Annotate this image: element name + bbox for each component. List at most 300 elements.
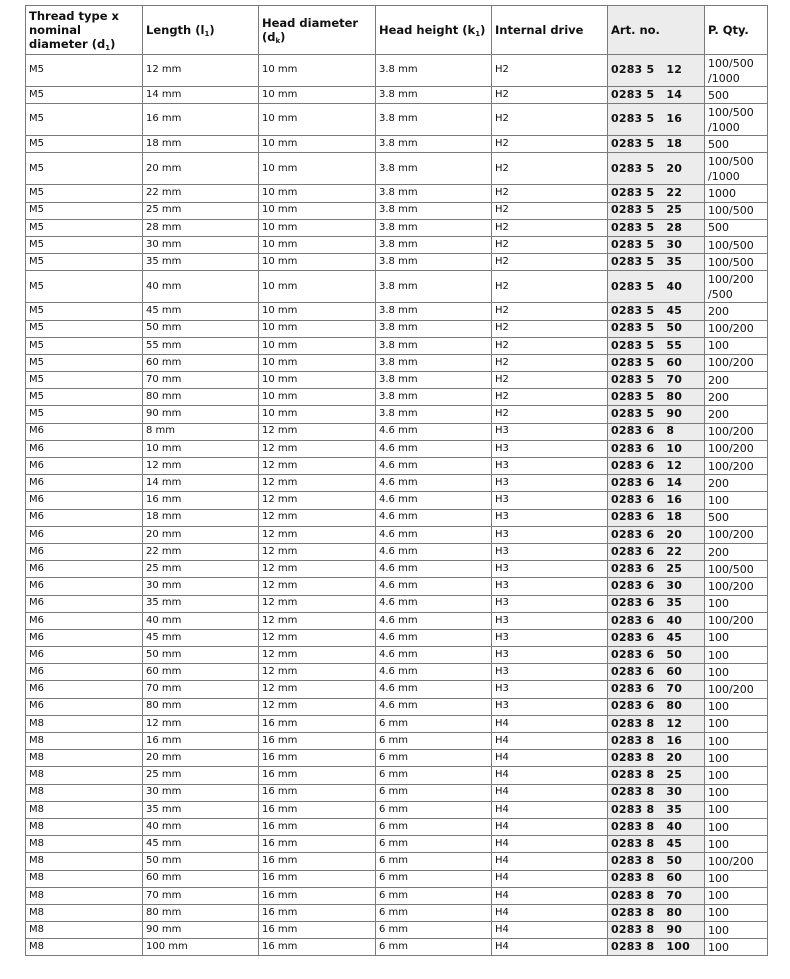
cell-art-no: 0283 8 100 [608,939,705,956]
cell-art-no: 0283 5 90 [608,406,705,423]
cell-pack-qty: 100 [705,698,768,715]
cell-art-no: 0283 6 12 [608,458,705,475]
cell-thread: M5 [26,55,143,87]
cell-drive: H3 [492,595,608,612]
cell-head-diameter: 12 mm [259,423,376,440]
cell-head-diameter: 16 mm [259,922,376,939]
cell-thread: M8 [26,939,143,956]
cell-pack-qty: 200 [705,475,768,492]
cell-thread: M5 [26,406,143,423]
cell-pack-qty: 500 [705,219,768,236]
cell-drive: H4 [492,853,608,870]
cell-length: 45 mm [143,629,259,646]
cell-length: 10 mm [143,440,259,457]
cell-drive: H4 [492,750,608,767]
cell-length: 100 mm [143,939,259,956]
cell-drive: H2 [492,271,608,303]
cell-pack-qty: 100/200 [705,681,768,698]
cell-art-no: 0283 6 45 [608,629,705,646]
cell-pack-qty: 100 [705,492,768,509]
cell-head-diameter: 10 mm [259,104,376,136]
cell-drive: H3 [492,423,608,440]
header-label: Head diameter (d [262,16,359,44]
cell-head-diameter: 16 mm [259,939,376,956]
cell-pack-qty: 100 [705,337,768,354]
cell-pack-qty: 100/200 [705,526,768,543]
cell-thread: M5 [26,303,143,320]
cell-thread: M6 [26,698,143,715]
cell-head-diameter: 12 mm [259,526,376,543]
cell-art-no: 0283 6 8 [608,423,705,440]
cell-thread: M6 [26,509,143,526]
cell-length: 70 mm [143,887,259,904]
header-label: P. Qty. [708,23,749,37]
cell-length: 12 mm [143,458,259,475]
cell-length: 30 mm [143,236,259,253]
cell-thread: M5 [26,153,143,185]
table-row [26,767,768,784]
table-row [26,595,768,612]
cell-pack-qty: 100/200 [705,612,768,629]
cell-length: 8 mm [143,423,259,440]
cell-drive: H2 [492,320,608,337]
header-suffix: ) [480,23,486,37]
cell-drive: H4 [492,870,608,887]
cell-thread: M8 [26,818,143,835]
header-label: Thread type x nominal diameter (d [29,9,119,51]
cell-head-height: 6 mm [376,750,492,767]
cell-head-height: 3.8 mm [376,320,492,337]
cell-thread: M8 [26,870,143,887]
cell-length: 30 mm [143,578,259,595]
cell-head-diameter: 12 mm [259,578,376,595]
cell-length: 90 mm [143,922,259,939]
table-row [26,185,768,202]
cell-drive: H2 [492,303,608,320]
table-row [26,87,768,104]
table-row [26,664,768,681]
cell-thread: M8 [26,750,143,767]
cell-length: 50 mm [143,853,259,870]
cell-pack-qty: 100 [705,647,768,664]
cell-head-diameter: 16 mm [259,887,376,904]
cell-head-diameter: 16 mm [259,750,376,767]
cell-pack-qty: 100/500 [705,236,768,253]
cell-thread: M5 [26,202,143,219]
cell-head-diameter: 16 mm [259,870,376,887]
table-row [26,612,768,629]
cell-thread: M6 [26,681,143,698]
cell-drive: H2 [492,104,608,136]
cell-head-height: 6 mm [376,715,492,732]
cell-thread: M6 [26,458,143,475]
cell-thread: M6 [26,440,143,457]
table-row [26,458,768,475]
table-row [26,647,768,664]
table-row [26,939,768,956]
cell-art-no: 0283 6 50 [608,647,705,664]
cell-pack-qty: 500 [705,509,768,526]
cell-pack-qty: 100 [705,818,768,835]
cell-pack-qty: 100/500 [705,254,768,271]
cell-head-diameter: 12 mm [259,681,376,698]
cell-drive: H2 [492,389,608,406]
cell-drive: H4 [492,784,608,801]
cell-pack-qty: 100 [705,801,768,818]
cell-head-height: 4.6 mm [376,475,492,492]
cell-head-diameter: 10 mm [259,136,376,153]
table-row [26,236,768,253]
cell-thread: M5 [26,320,143,337]
cell-thread: M6 [26,612,143,629]
cell-thread: M8 [26,887,143,904]
cell-head-diameter: 12 mm [259,475,376,492]
cell-head-height: 4.6 mm [376,509,492,526]
table-row [26,136,768,153]
cell-head-diameter: 10 mm [259,153,376,185]
cell-drive: H3 [492,440,608,457]
cell-art-no: 0283 5 28 [608,219,705,236]
table-row [26,784,768,801]
cell-art-no: 0283 5 20 [608,153,705,185]
cell-pack-qty: 100/200 [705,458,768,475]
cell-pack-qty: 100 [705,715,768,732]
cell-drive: H2 [492,185,608,202]
cell-drive: H4 [492,836,608,853]
cell-head-height: 4.6 mm [376,561,492,578]
cell-head-diameter: 10 mm [259,337,376,354]
cell-drive: H4 [492,715,608,732]
header-subscript: k [275,37,281,45]
cell-thread: M5 [26,271,143,303]
cell-head-height: 4.6 mm [376,647,492,664]
cell-drive: H3 [492,526,608,543]
cell-thread: M5 [26,354,143,371]
cell-pack-qty: 100/200 [705,578,768,595]
header-length [143,6,259,55]
cell-art-no: 0283 6 25 [608,561,705,578]
cell-length: 25 mm [143,561,259,578]
cell-head-height: 6 mm [376,922,492,939]
cell-head-height: 3.8 mm [376,354,492,371]
cell-art-no: 0283 8 45 [608,836,705,853]
cell-head-height: 6 mm [376,836,492,853]
table-row [26,337,768,354]
cell-thread: M6 [26,629,143,646]
cell-head-diameter: 16 mm [259,904,376,921]
table-row [26,406,768,423]
cell-drive: H3 [492,647,608,664]
header-head-diameter [259,6,376,55]
header-label: Head height (k [379,23,476,37]
cell-length: 60 mm [143,664,259,681]
cell-pack-qty: 100/200 [705,354,768,371]
cell-thread: M5 [26,389,143,406]
cell-art-no: 0283 8 20 [608,750,705,767]
cell-head-height: 3.8 mm [376,55,492,87]
cell-length: 40 mm [143,271,259,303]
cell-thread: M8 [26,733,143,750]
cell-drive: H2 [492,55,608,87]
cell-length: 50 mm [143,320,259,337]
header-suffix: ) [209,23,215,37]
cell-art-no: 0283 8 50 [608,853,705,870]
header-suffix: ) [110,37,116,51]
cell-thread: M5 [26,104,143,136]
cell-head-height: 3.8 mm [376,271,492,303]
table-row [26,836,768,853]
cell-art-no: 0283 5 55 [608,337,705,354]
cell-drive: H2 [492,372,608,389]
cell-drive: H2 [492,153,608,185]
cell-thread: M6 [26,647,143,664]
cell-art-no: 0283 8 16 [608,733,705,750]
cell-drive: H2 [492,406,608,423]
cell-drive: H4 [492,904,608,921]
cell-pack-qty: 100 [705,939,768,956]
cell-head-diameter: 12 mm [259,543,376,560]
cell-art-no: 0283 8 35 [608,801,705,818]
cell-length: 80 mm [143,389,259,406]
cell-length: 14 mm [143,87,259,104]
cell-pack-qty: 100/500 /1000 [705,55,768,87]
cell-pack-qty: 100 [705,750,768,767]
cell-art-no: 0283 5 16 [608,104,705,136]
cell-length: 35 mm [143,801,259,818]
cell-head-height: 3.8 mm [376,389,492,406]
cell-thread: M6 [26,423,143,440]
cell-thread: M8 [26,784,143,801]
cell-art-no: 0283 6 20 [608,526,705,543]
cell-drive: H3 [492,492,608,509]
cell-head-diameter: 16 mm [259,784,376,801]
cell-drive: H3 [492,664,608,681]
header-internal-drive [492,6,608,55]
table-row [26,440,768,457]
table-row [26,303,768,320]
cell-art-no: 0283 8 60 [608,870,705,887]
cell-length: 22 mm [143,185,259,202]
cell-head-height: 3.8 mm [376,303,492,320]
cell-head-height: 3.8 mm [376,219,492,236]
header-subscript: 1 [105,44,111,52]
table-body [26,55,768,956]
cell-length: 28 mm [143,219,259,236]
cell-length: 45 mm [143,836,259,853]
cell-drive: H2 [492,354,608,371]
cell-length: 16 mm [143,733,259,750]
cell-head-diameter: 16 mm [259,853,376,870]
cell-head-height: 4.6 mm [376,440,492,457]
cell-head-diameter: 10 mm [259,55,376,87]
cell-pack-qty: 100 [705,784,768,801]
cell-head-height: 4.6 mm [376,664,492,681]
cell-length: 25 mm [143,202,259,219]
cell-head-height: 6 mm [376,870,492,887]
cell-art-no: 0283 8 80 [608,904,705,921]
cell-thread: M5 [26,136,143,153]
cell-pack-qty: 1000 [705,185,768,202]
cell-pack-qty: 100/500 /1000 [705,104,768,136]
cell-head-height: 6 mm [376,887,492,904]
cell-head-height: 4.6 mm [376,526,492,543]
cell-thread: M6 [26,526,143,543]
table-row [26,320,768,337]
cell-length: 30 mm [143,784,259,801]
cell-art-no: 0283 6 10 [608,440,705,457]
cell-head-diameter: 16 mm [259,801,376,818]
cell-length: 22 mm [143,543,259,560]
cell-head-diameter: 10 mm [259,354,376,371]
cell-head-height: 4.6 mm [376,595,492,612]
cell-pack-qty: 100/200 [705,423,768,440]
cell-head-diameter: 12 mm [259,647,376,664]
cell-thread: M8 [26,904,143,921]
cell-head-height: 3.8 mm [376,406,492,423]
cell-art-no: 0283 5 30 [608,236,705,253]
cell-head-height: 6 mm [376,818,492,835]
cell-pack-qty: 500 [705,136,768,153]
cell-art-no: 0283 5 18 [608,136,705,153]
cell-head-height: 3.8 mm [376,337,492,354]
cell-thread: M8 [26,922,143,939]
cell-pack-qty: 100 [705,629,768,646]
cell-length: 90 mm [143,406,259,423]
cell-head-diameter: 16 mm [259,715,376,732]
cell-head-height: 3.8 mm [376,87,492,104]
cell-drive: H3 [492,543,608,560]
cell-art-no: 0283 6 80 [608,698,705,715]
cell-length: 18 mm [143,509,259,526]
cell-thread: M8 [26,767,143,784]
cell-art-no: 0283 8 40 [608,818,705,835]
cell-head-height: 4.6 mm [376,629,492,646]
cell-pack-qty: 200 [705,372,768,389]
cell-head-height: 6 mm [376,784,492,801]
cell-thread: M6 [26,561,143,578]
cell-thread: M8 [26,801,143,818]
cell-art-no: 0283 8 12 [608,715,705,732]
cell-head-diameter: 12 mm [259,561,376,578]
cell-art-no: 0283 6 30 [608,578,705,595]
table-row [26,202,768,219]
cell-drive: H4 [492,922,608,939]
cell-head-height: 4.6 mm [376,698,492,715]
cell-head-diameter: 16 mm [259,836,376,853]
cell-head-diameter: 10 mm [259,236,376,253]
cell-length: 40 mm [143,612,259,629]
cell-head-diameter: 12 mm [259,612,376,629]
cell-pack-qty: 100 [705,887,768,904]
table-row [26,543,768,560]
table-row [26,904,768,921]
cell-head-height: 3.8 mm [376,202,492,219]
cell-head-height: 4.6 mm [376,578,492,595]
cell-head-height: 6 mm [376,801,492,818]
table-header-row [26,6,768,55]
cell-art-no: 0283 8 30 [608,784,705,801]
cell-length: 60 mm [143,354,259,371]
cell-head-diameter: 10 mm [259,372,376,389]
cell-head-diameter: 10 mm [259,320,376,337]
cell-length: 35 mm [143,595,259,612]
cell-thread: M8 [26,836,143,853]
cell-length: 80 mm [143,904,259,921]
header-suffix: ) [280,30,286,44]
cell-thread: M5 [26,185,143,202]
cell-art-no: 0283 6 70 [608,681,705,698]
cell-length: 60 mm [143,870,259,887]
cell-head-height: 4.6 mm [376,458,492,475]
table-row [26,715,768,732]
cell-thread: M6 [26,578,143,595]
cell-thread: M6 [26,664,143,681]
cell-drive: H2 [492,337,608,354]
table-row [26,887,768,904]
cell-thread: M5 [26,337,143,354]
cell-head-height: 3.8 mm [376,254,492,271]
cell-pack-qty: 100/200 [705,440,768,457]
cell-art-no: 0283 5 12 [608,55,705,87]
cell-art-no: 0283 6 14 [608,475,705,492]
cell-head-diameter: 12 mm [259,492,376,509]
cell-thread: M6 [26,492,143,509]
table-row [26,578,768,595]
cell-head-diameter: 16 mm [259,818,376,835]
cell-head-diameter: 12 mm [259,458,376,475]
table-row [26,254,768,271]
cell-art-no: 0283 8 90 [608,922,705,939]
cell-thread: M5 [26,254,143,271]
table-row [26,354,768,371]
table-row [26,698,768,715]
cell-length: 35 mm [143,254,259,271]
cell-art-no: 0283 6 18 [608,509,705,526]
table-row [26,104,768,136]
header-head-height [376,6,492,55]
cell-art-no: 0283 6 40 [608,612,705,629]
table-row [26,475,768,492]
cell-drive: H3 [492,681,608,698]
header-label: Art. no. [611,23,660,37]
header-label: Length (l [146,23,205,37]
table-row [26,561,768,578]
cell-length: 20 mm [143,526,259,543]
cell-length: 25 mm [143,767,259,784]
cell-art-no: 0283 5 45 [608,303,705,320]
table-row [26,509,768,526]
cell-length: 16 mm [143,492,259,509]
cell-pack-qty: 100 [705,922,768,939]
cell-head-height: 3.8 mm [376,104,492,136]
cell-length: 20 mm [143,750,259,767]
table-row [26,801,768,818]
table-row [26,492,768,509]
cell-drive: H4 [492,887,608,904]
cell-head-diameter: 10 mm [259,87,376,104]
cell-head-height: 6 mm [376,853,492,870]
cell-thread: M6 [26,475,143,492]
table-row [26,55,768,87]
cell-drive: H2 [492,254,608,271]
cell-head-diameter: 10 mm [259,389,376,406]
cell-head-height: 4.6 mm [376,492,492,509]
cell-length: 12 mm [143,55,259,87]
cell-head-diameter: 10 mm [259,303,376,320]
header-subscript: 1 [204,30,210,38]
cell-thread: M8 [26,715,143,732]
table-row [26,153,768,185]
